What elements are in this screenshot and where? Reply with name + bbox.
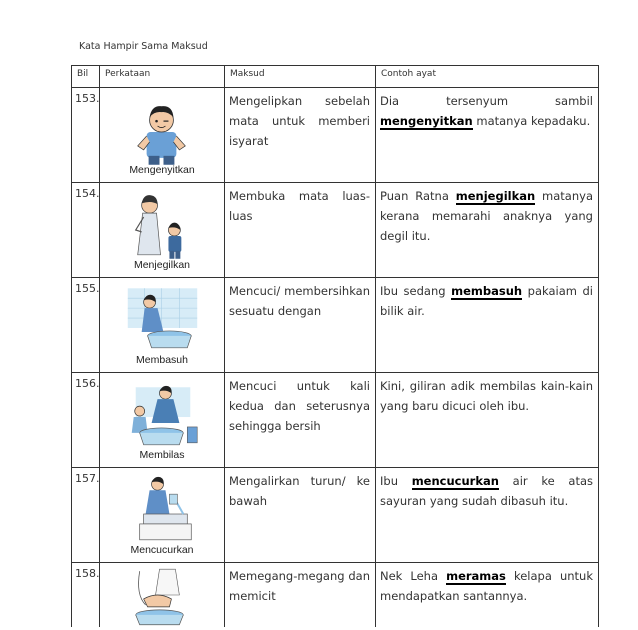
example-text-before: Ibu bbox=[380, 474, 412, 488]
word-caption: Membasuh bbox=[136, 354, 188, 366]
example-keyword: menjegilkan bbox=[455, 189, 536, 203]
row-number: 154. bbox=[72, 183, 100, 278]
meaning-text: Mengalirkan turun/ ke bawah bbox=[225, 468, 376, 563]
row-number: 156. bbox=[72, 373, 100, 468]
example-sentence bbox=[376, 183, 599, 278]
document-title: Kata Hampir Sama Maksud bbox=[79, 41, 208, 52]
example-sentence bbox=[376, 88, 599, 183]
example-sentence bbox=[376, 563, 599, 628]
header-contoh-ayat: Contoh ayat bbox=[376, 66, 599, 88]
table-row bbox=[72, 88, 599, 183]
example-text-before: Puan Ratna bbox=[380, 189, 456, 203]
example-keyword: mengenyitkan bbox=[380, 114, 473, 128]
example-sentence bbox=[376, 468, 599, 563]
row-number: 158. bbox=[72, 563, 100, 628]
example-text-before: Dia tersenyum sambil bbox=[380, 94, 593, 108]
example-text-before: Nek Leha bbox=[380, 569, 447, 583]
header-maksud: Maksud bbox=[225, 66, 376, 88]
meaning-text: Mencuci untuk kali kedua dan seterusnya sehingga bersih bbox=[225, 373, 376, 468]
example-keyword: membasuh bbox=[451, 284, 523, 298]
word-caption: Menjegilkan bbox=[133, 259, 191, 271]
example-sentence bbox=[376, 278, 599, 373]
example-keyword: meramas bbox=[446, 569, 506, 583]
word-caption: Membilas bbox=[139, 449, 185, 461]
row-number: 153. bbox=[72, 88, 100, 183]
word-picture-cell bbox=[100, 563, 225, 628]
row-number: 157. bbox=[72, 468, 100, 563]
row-number: 155. bbox=[72, 278, 100, 373]
word-caption: Mengenyitkan bbox=[129, 164, 195, 176]
table-row bbox=[72, 563, 599, 628]
example-text-after: matanya kerana memarahi anaknya yang degil itu. bbox=[380, 189, 593, 243]
meaning-text: Mengelipkan sebelah mata untuk memberi isyarat bbox=[225, 88, 376, 183]
table-row bbox=[72, 183, 599, 278]
example-text-before: Kini, giliran adik membilas kain-kain yang baru dicuci oleh ibu. bbox=[380, 379, 593, 413]
example-text-before: Ibu sedang bbox=[380, 284, 452, 298]
example-text-after: matanya kepadaku. bbox=[472, 114, 591, 128]
table-row bbox=[72, 373, 599, 468]
example-text-after: air ke atas sayuran yang sudah dibasuh itu. bbox=[380, 474, 593, 508]
word-picture-cell bbox=[100, 88, 225, 183]
word-picture-cell bbox=[100, 373, 225, 468]
squeezing-coconut-illustration bbox=[100, 563, 224, 627]
table-row bbox=[72, 278, 599, 373]
table-header-row bbox=[72, 66, 599, 88]
example-sentence bbox=[376, 373, 599, 468]
table-row bbox=[72, 468, 599, 563]
example-text-after: pakaiam di bilik air. bbox=[380, 284, 594, 318]
word-caption: Mencucurkan bbox=[130, 544, 194, 556]
example-keyword: mencucurkan bbox=[411, 474, 499, 488]
meaning-text: Mencuci/ membersihkan sesuatu dengan bbox=[225, 278, 376, 373]
example-text-after: kelapa untuk mendapatkan santannya. bbox=[380, 569, 593, 603]
meaning-text: Membuka mata luas-luas bbox=[225, 183, 376, 278]
header-bil: Bil bbox=[72, 66, 100, 88]
word-table bbox=[71, 65, 599, 627]
word-picture-cell bbox=[100, 468, 225, 563]
meaning-text: Memegang-megang dan memicit bbox=[225, 563, 376, 628]
word-picture-cell bbox=[100, 278, 225, 373]
word-picture-cell bbox=[100, 183, 225, 278]
header-perkataan: Perkataan bbox=[100, 66, 225, 88]
